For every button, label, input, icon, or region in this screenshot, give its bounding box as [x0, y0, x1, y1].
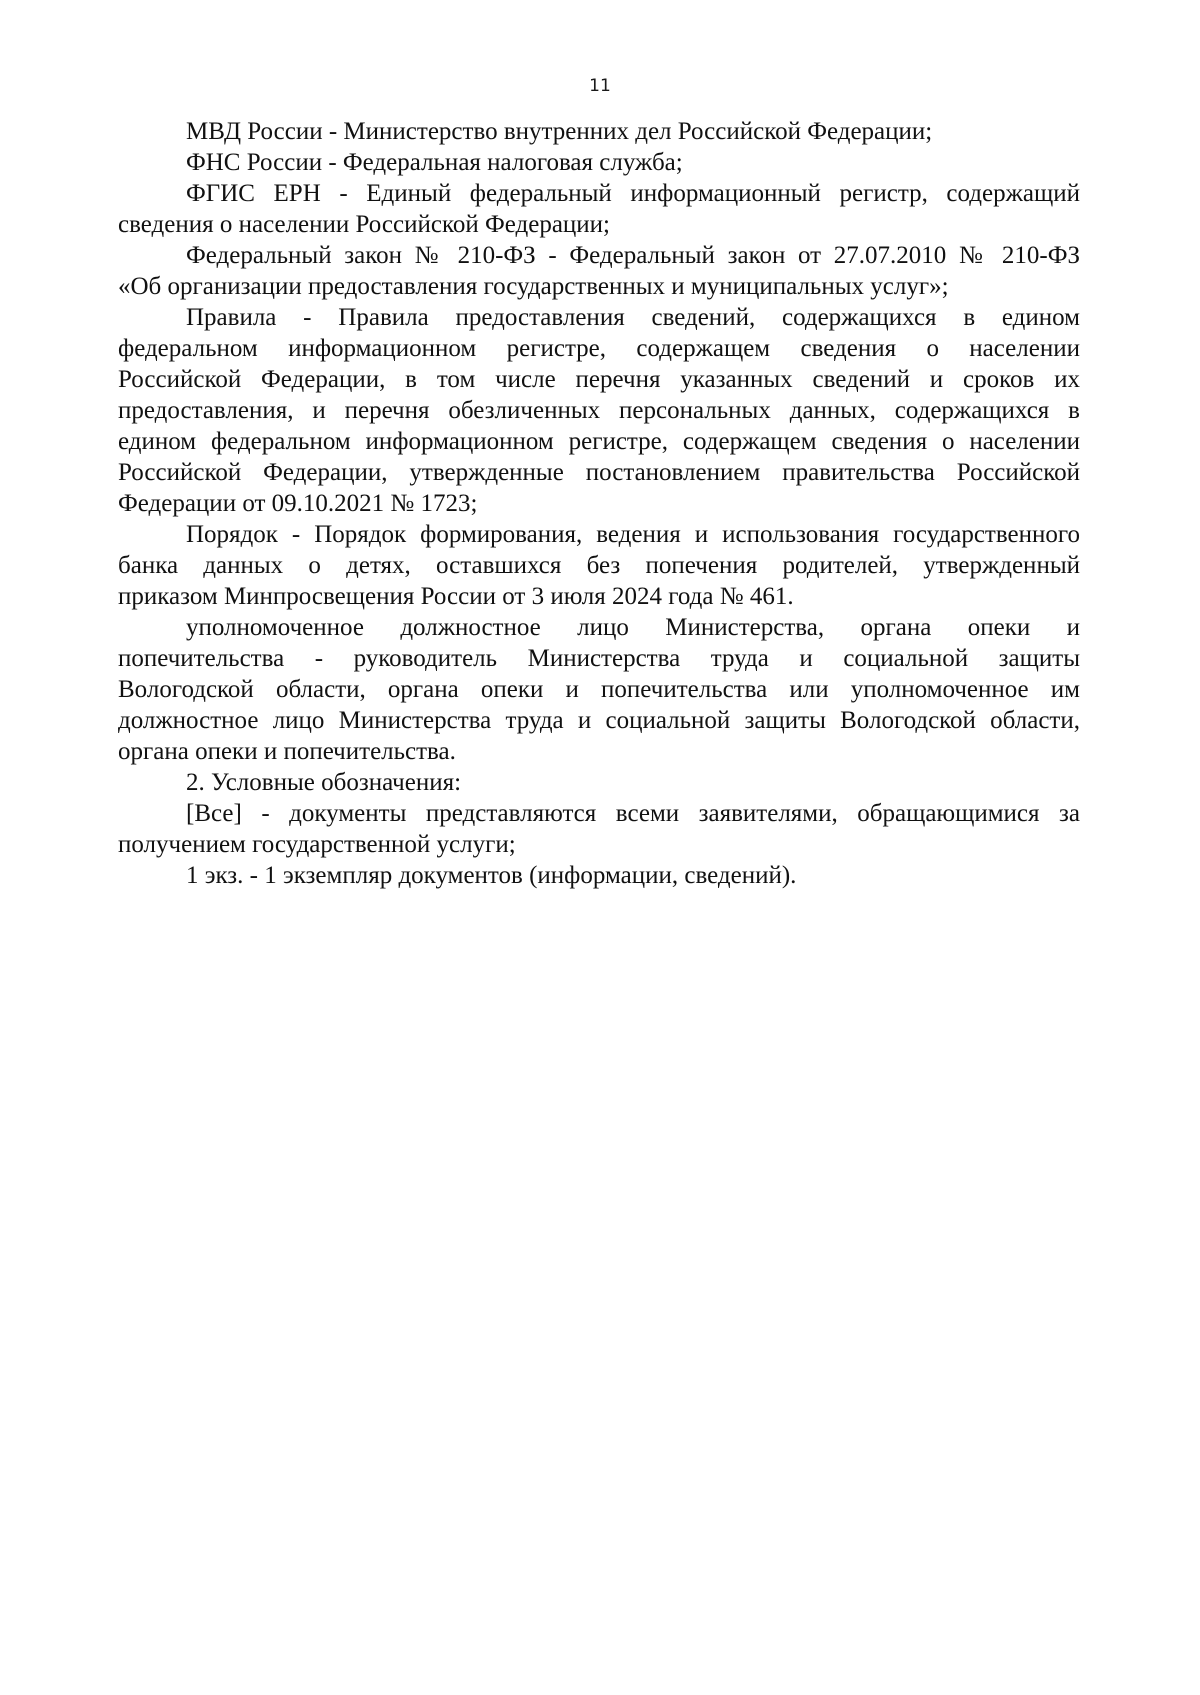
- paragraph-all-applicants: [118, 798, 1080, 860]
- paragraph-line: предоставления, и перечня обезличенных персональных данных, содержащихся в: [118, 397, 1080, 424]
- paragraph-authorized-official: [118, 612, 1080, 767]
- paragraph-rules: [118, 302, 1080, 519]
- paragraph-federal-law: [118, 240, 1080, 302]
- paragraph-line: Российской Федерации, утвержденные постановлением правительства Российской: [118, 459, 1080, 486]
- paragraph-line: федеральном информационном регистре, содержащем сведения о населении: [118, 335, 1080, 362]
- paragraph-line: попечительства - руководитель Министерства труда и социальной защиты: [118, 645, 1080, 672]
- paragraph-line: Вологодской области, органа опеки и попечительства или уполномоченное им: [118, 676, 1080, 703]
- paragraph-line: должностное лицо Министерства труда и социальной защиты Вологодской области,: [118, 707, 1080, 734]
- paragraph-line: получением государственной услуги;: [118, 831, 516, 858]
- paragraph-fns: [118, 147, 1080, 178]
- paragraph-line: банка данных о детях, оставшихся без попечения родителей, утвержденный: [118, 552, 1080, 579]
- document-body: [118, 116, 1080, 891]
- paragraph-line: ФГИС ЕРН - Единый федеральный информационный регистр, содержащий: [186, 180, 1080, 207]
- paragraph-line: органа опеки и попечительства.: [118, 738, 456, 765]
- paragraph-copy-count: [118, 860, 1080, 891]
- paragraph-line: Порядок - Порядок формирования, ведения и использования государственного: [186, 521, 1080, 548]
- paragraph-fgis-ern: [118, 178, 1080, 240]
- paragraph-line: ФНС России - Федеральная налоговая служба;: [186, 149, 683, 176]
- paragraph-line: «Об организации предоставления государственных и муниципальных услуг»;: [118, 273, 949, 300]
- paragraph-procedure: [118, 519, 1080, 612]
- paragraph-line: уполномоченное должностное лицо Министерства, органа опеки и: [186, 614, 1080, 641]
- paragraph-line: Федеральный закон № 210-ФЗ - Федеральный закон от 27.07.2010 № 210-ФЗ: [186, 242, 1080, 269]
- page-number: 11: [589, 76, 611, 96]
- paragraph-line: приказом Минпросвещения России от 3 июля 2024 года № 461.: [118, 583, 794, 610]
- paragraph-mvd: [118, 116, 1080, 147]
- paragraph-line: [Все] - документы представляются всеми заявителями, обращающимися за: [186, 800, 1080, 827]
- paragraph-line: Российской Федерации, в том числе перечня указанных сведений и сроков их: [118, 366, 1080, 393]
- paragraph-line: Правила - Правила предоставления сведений, содержащихся в едином: [186, 304, 1080, 331]
- paragraph-line: 1 экз. - 1 экземпляр документов (информации, сведений).: [186, 862, 797, 889]
- paragraph-line: 2. Условные обозначения:: [186, 769, 462, 796]
- paragraph-line: Федерации от 09.10.2021 № 1723;: [118, 490, 478, 517]
- paragraph-line: едином федеральном информационном регистре, содержащем сведения о населении: [118, 428, 1080, 455]
- paragraph-line: сведения о населении Российской Федерации;: [118, 211, 610, 238]
- paragraph-line: МВД России - Министерство внутренних дел Российской Федерации;: [186, 118, 933, 145]
- section-heading-legend: [118, 767, 1080, 798]
